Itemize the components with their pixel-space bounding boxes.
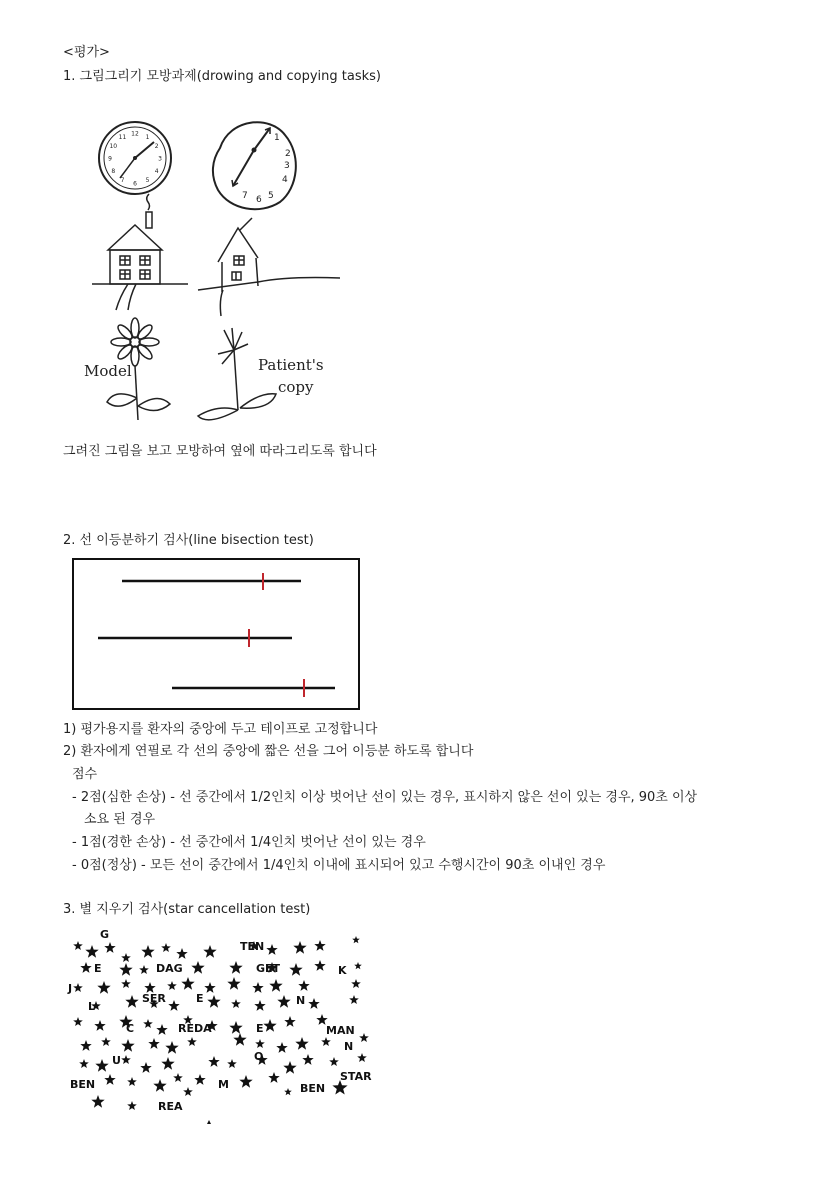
star xyxy=(94,1020,105,1031)
score-2: - 2점(심한 손상) - 선 중간에서 1/2인치 이상 벗어난 선이 있는 경우, 표시하지 않은 선이 있는 경우, 90초 이상 xyxy=(72,790,698,805)
star-test-word: K xyxy=(338,964,347,977)
star xyxy=(231,999,241,1008)
star xyxy=(95,1059,108,1072)
star xyxy=(143,1019,153,1028)
line-bisection-figure xyxy=(72,558,361,711)
star xyxy=(204,982,215,993)
star xyxy=(329,1057,339,1066)
star-test-word: SER xyxy=(142,992,166,1005)
star-test-word: TEN xyxy=(240,940,265,953)
star-test-word: BEN xyxy=(300,1082,326,1095)
star xyxy=(104,942,115,953)
star xyxy=(295,1037,308,1050)
section1-title: 1. 그림그리기 모방과제(drowing and copying tasks) xyxy=(63,69,381,84)
star xyxy=(268,1072,279,1083)
star xyxy=(121,1055,131,1064)
star xyxy=(85,945,98,958)
star xyxy=(173,1073,183,1082)
step-2: 2) 환자에게 연필로 각 선의 중앙에 짧은 선을 그어 이등분 하도록 합니다 xyxy=(63,744,474,759)
star xyxy=(293,941,306,954)
star xyxy=(229,1021,242,1034)
model-house xyxy=(92,194,188,310)
star xyxy=(207,995,220,1008)
words-group xyxy=(67,928,372,1113)
copy-clock-number: 3 xyxy=(284,161,290,171)
star xyxy=(229,961,242,974)
star-test-word: E xyxy=(196,992,204,1005)
clock-number: 2 xyxy=(154,143,159,150)
model-label: Model xyxy=(84,362,132,380)
star xyxy=(140,1062,151,1073)
copy-clock-number: 6 xyxy=(256,195,262,205)
star xyxy=(233,1033,246,1046)
star xyxy=(314,960,325,971)
star xyxy=(263,1019,276,1032)
star xyxy=(269,979,282,992)
star-test-word: L xyxy=(88,1000,96,1013)
copy-label-line1: Patient's xyxy=(258,356,324,374)
clock-number: 12 xyxy=(131,130,139,138)
star xyxy=(97,981,110,994)
page-header: <평가> xyxy=(63,45,110,60)
clock-number: 3 xyxy=(158,155,162,163)
star xyxy=(284,1016,295,1027)
copy-clock-number: 1 xyxy=(274,133,280,143)
copy-label-line2: copy xyxy=(278,378,314,396)
clock-number: 5 xyxy=(145,177,150,185)
clock-number: 10 xyxy=(109,143,118,150)
star-test-word: M xyxy=(218,1078,229,1091)
star xyxy=(73,1017,83,1026)
star xyxy=(168,1000,179,1011)
clock-number: 8 xyxy=(111,168,116,175)
star-test-word: N xyxy=(296,994,306,1007)
star xyxy=(255,1039,265,1048)
star xyxy=(121,953,131,962)
clock-number: 1 xyxy=(145,133,150,141)
star xyxy=(283,1061,296,1074)
star xyxy=(308,998,319,1009)
section2-title: 2. 선 이등분하기 검사(line bisection test) xyxy=(63,533,314,548)
star xyxy=(354,962,362,969)
star xyxy=(227,1059,237,1068)
clock-number: 9 xyxy=(108,155,112,163)
star-test-word: MAN xyxy=(326,1024,355,1037)
star-test-word: C xyxy=(126,1022,135,1035)
star xyxy=(101,1037,111,1046)
clock-number: 7 xyxy=(120,177,125,185)
clock-number: 6 xyxy=(133,180,137,188)
star xyxy=(359,1033,369,1042)
star xyxy=(139,965,149,974)
star xyxy=(183,1087,193,1096)
star xyxy=(121,1039,134,1052)
section3-title: 3. 별 지우기 검사(star cancellation test) xyxy=(63,902,311,917)
star-test-word: U xyxy=(112,1054,121,1067)
star xyxy=(73,941,83,950)
star xyxy=(208,1056,219,1067)
star xyxy=(351,979,361,988)
star xyxy=(227,977,240,990)
star xyxy=(349,995,359,1004)
star xyxy=(148,1038,159,1049)
star xyxy=(357,1053,367,1062)
copy-house xyxy=(198,218,340,316)
step-1: 1) 평가용지를 환자의 중앙에 두고 테이프로 고정합니다 xyxy=(63,722,378,737)
star xyxy=(73,983,83,992)
star xyxy=(156,1024,167,1035)
star-test-word: REA xyxy=(158,1100,183,1113)
star-test-word: E xyxy=(94,962,102,975)
star-test-word: J xyxy=(68,982,73,995)
star xyxy=(321,1037,331,1046)
star-test-word: N xyxy=(344,1040,354,1053)
star xyxy=(266,944,277,955)
star xyxy=(254,1000,265,1011)
star xyxy=(167,981,177,990)
star-test-word: GET xyxy=(256,962,281,975)
star xyxy=(276,1042,287,1053)
star xyxy=(153,1079,166,1092)
copy-clock xyxy=(213,122,296,209)
star-test-word: BEN xyxy=(70,1078,96,1091)
score-0: - 0점(정상) - 모든 선이 중간에서 1/4인치 이내에 표시되어 있고 수행시간이 90초 이내인 경우 xyxy=(72,858,606,873)
star xyxy=(252,982,263,993)
star xyxy=(125,995,138,1008)
model-clock xyxy=(99,122,171,194)
score-2-cont: 소요 된 경우 xyxy=(84,812,156,827)
copy-clock-number: 4 xyxy=(282,175,288,185)
star xyxy=(80,962,91,973)
star xyxy=(194,1074,205,1085)
star xyxy=(302,1054,313,1065)
star-test-word: O xyxy=(254,1050,264,1063)
star xyxy=(161,943,171,952)
star xyxy=(121,979,131,988)
star xyxy=(127,1101,137,1110)
star xyxy=(91,1095,104,1108)
star xyxy=(314,940,325,951)
copy-clock-number: 5 xyxy=(268,191,274,201)
star xyxy=(165,1041,178,1054)
star xyxy=(176,948,187,959)
copy-clock-number: 7 xyxy=(242,191,248,201)
star xyxy=(191,961,204,974)
copy-clock-number: 2 xyxy=(285,149,291,159)
star xyxy=(80,1040,91,1051)
star-test-word: REDA xyxy=(178,1022,212,1035)
star xyxy=(187,1037,197,1046)
clock-number: 4 xyxy=(154,168,159,175)
star xyxy=(352,936,360,943)
star-test-word: DAG xyxy=(156,962,183,975)
star xyxy=(127,1077,137,1086)
star xyxy=(277,995,290,1008)
star xyxy=(298,980,309,991)
star xyxy=(203,945,216,958)
star xyxy=(141,945,154,958)
clock-number: 11 xyxy=(118,133,127,141)
score-heading: 점수 xyxy=(72,767,98,782)
section1-caption: 그려진 그림을 보고 모방하여 옆에 따라그리도록 합니다 xyxy=(63,444,377,459)
center-marker xyxy=(207,1120,211,1124)
star xyxy=(79,1059,89,1068)
star xyxy=(284,1088,292,1095)
star xyxy=(119,963,132,976)
star-test-word: E xyxy=(256,1022,264,1035)
star-test-word: G xyxy=(100,928,110,941)
star xyxy=(239,1075,252,1088)
star xyxy=(181,977,194,990)
score-1: - 1점(경한 손상) - 선 중간에서 1/4인치 벗어난 선이 있는 경우 xyxy=(72,835,426,850)
star xyxy=(104,1074,115,1085)
star xyxy=(289,963,302,976)
star xyxy=(161,1057,174,1070)
star-test-word: STAR xyxy=(340,1070,372,1083)
stars-group xyxy=(73,936,369,1124)
star-cancellation-figure xyxy=(64,922,384,1132)
